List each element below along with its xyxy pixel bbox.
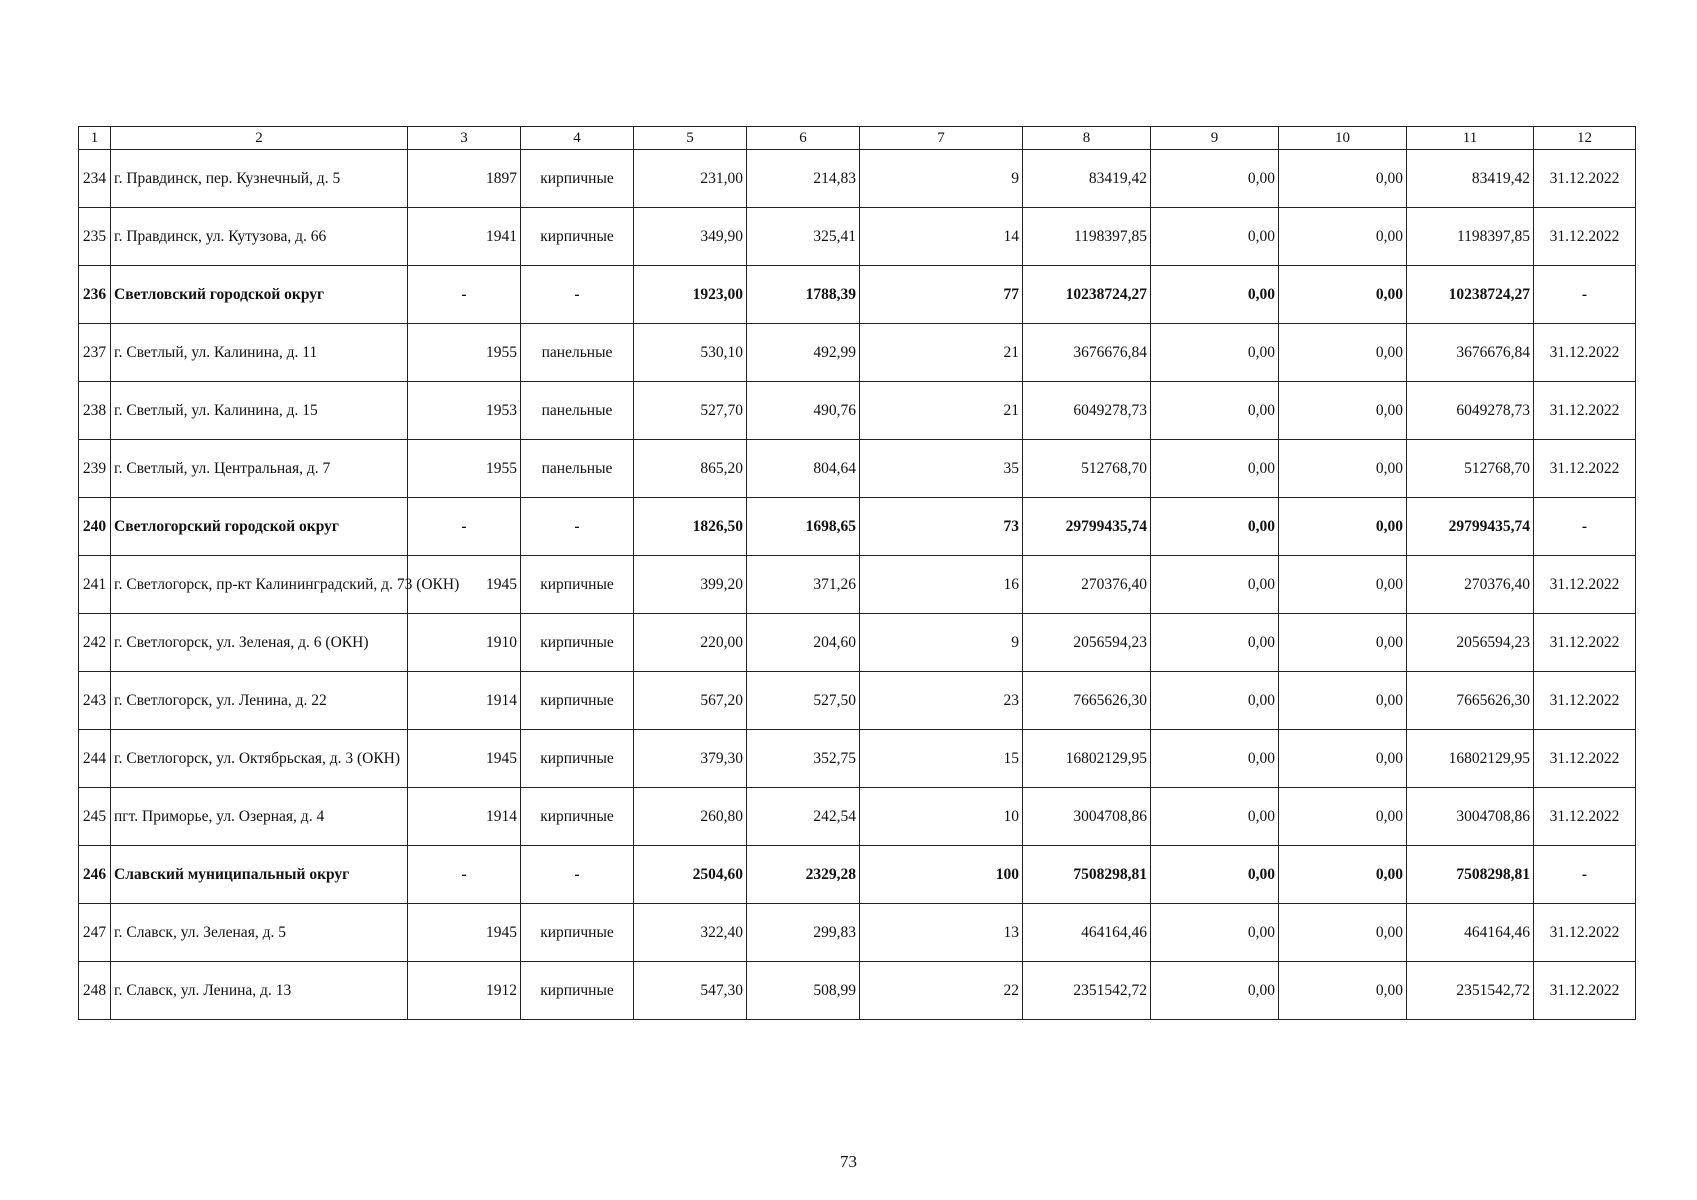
col11-cell: 512768,70 xyxy=(1407,440,1534,498)
col10-cell: 0,00 xyxy=(1279,788,1407,846)
date-cell: - xyxy=(1534,846,1636,904)
year-cell: 1941 xyxy=(408,208,521,266)
year-cell: 1945 xyxy=(408,904,521,962)
col9-cell: 0,00 xyxy=(1151,150,1279,208)
col6-cell: 325,41 xyxy=(747,208,860,266)
row-number: 248 xyxy=(79,962,111,1020)
wall-material-cell: кирпичные xyxy=(521,150,634,208)
row-number: 241 xyxy=(79,556,111,614)
col8-cell: 29799435,74 xyxy=(1023,498,1151,556)
col7-cell: 13 xyxy=(860,904,1023,962)
col9-cell: 0,00 xyxy=(1151,788,1279,846)
col11-cell: 464164,46 xyxy=(1407,904,1534,962)
address-cell: г. Правдинск, ул. Кутузова, д. 66 xyxy=(111,208,408,266)
date-cell: - xyxy=(1534,266,1636,324)
row-number: 236 xyxy=(79,266,111,324)
year-cell: 1897 xyxy=(408,150,521,208)
wall-material-cell: панельные xyxy=(521,440,634,498)
col9-cell: 0,00 xyxy=(1151,556,1279,614)
col6-cell: 1698,65 xyxy=(747,498,860,556)
col7-cell: 77 xyxy=(860,266,1023,324)
wall-material-cell: кирпичные xyxy=(521,730,634,788)
column-header-10: 10 xyxy=(1279,127,1407,150)
col7-cell: 100 xyxy=(860,846,1023,904)
subtotal-row xyxy=(79,498,1636,556)
table-row xyxy=(79,788,1636,846)
col7-cell: 16 xyxy=(860,556,1023,614)
col11-cell: 6049278,73 xyxy=(1407,382,1534,440)
address-cell: г. Славск, ул. Ленина, д. 13 xyxy=(111,962,408,1020)
year-cell: - xyxy=(408,846,521,904)
col10-cell: 0,00 xyxy=(1279,730,1407,788)
col7-cell: 21 xyxy=(860,324,1023,382)
col6-cell: 2329,28 xyxy=(747,846,860,904)
col5-cell: 527,70 xyxy=(634,382,747,440)
wall-material-cell: - xyxy=(521,266,634,324)
table-row xyxy=(79,904,1636,962)
row-number: 240 xyxy=(79,498,111,556)
address-cell: г. Светлый, ул. Калинина, д. 11 xyxy=(111,324,408,382)
col9-cell: 0,00 xyxy=(1151,208,1279,266)
table-row xyxy=(79,150,1636,208)
row-number: 246 xyxy=(79,846,111,904)
year-cell: 1945 xyxy=(408,730,521,788)
col9-cell: 0,00 xyxy=(1151,614,1279,672)
address-cell: пгт. Приморье, ул. Озерная, д. 4 xyxy=(111,788,408,846)
col9-cell: 0,00 xyxy=(1151,846,1279,904)
col5-cell: 322,40 xyxy=(634,904,747,962)
col6-cell: 352,75 xyxy=(747,730,860,788)
year-cell: 1955 xyxy=(408,440,521,498)
col6-cell: 299,83 xyxy=(747,904,860,962)
col5-cell: 349,90 xyxy=(634,208,747,266)
col11-cell: 3676676,84 xyxy=(1407,324,1534,382)
col5-cell: 260,80 xyxy=(634,788,747,846)
date-cell: 31.12.2022 xyxy=(1534,150,1636,208)
date-cell: 31.12.2022 xyxy=(1534,440,1636,498)
year-cell: 1953 xyxy=(408,382,521,440)
col5-cell: 530,10 xyxy=(634,324,747,382)
col5-cell: 220,00 xyxy=(634,614,747,672)
wall-material-cell: кирпичные xyxy=(521,672,634,730)
col8-cell: 464164,46 xyxy=(1023,904,1151,962)
row-number: 247 xyxy=(79,904,111,962)
date-cell: 31.12.2022 xyxy=(1534,556,1636,614)
wall-material-cell: кирпичные xyxy=(521,208,634,266)
col8-cell: 512768,70 xyxy=(1023,440,1151,498)
col8-cell: 1198397,85 xyxy=(1023,208,1151,266)
col5-cell: 399,20 xyxy=(634,556,747,614)
col6-cell: 242,54 xyxy=(747,788,860,846)
col10-cell: 0,00 xyxy=(1279,208,1407,266)
wall-material-cell: панельные xyxy=(521,324,634,382)
col11-cell: 83419,42 xyxy=(1407,150,1534,208)
col6-cell: 490,76 xyxy=(747,382,860,440)
address-cell: г. Светлогорск, ул. Ленина, д. 22 xyxy=(111,672,408,730)
col11-cell: 2351542,72 xyxy=(1407,962,1534,1020)
year-cell: 1914 xyxy=(408,672,521,730)
row-number: 235 xyxy=(79,208,111,266)
col6-cell: 492,99 xyxy=(747,324,860,382)
col8-cell: 7508298,81 xyxy=(1023,846,1151,904)
col10-cell: 0,00 xyxy=(1279,556,1407,614)
col10-cell: 0,00 xyxy=(1279,614,1407,672)
col9-cell: 0,00 xyxy=(1151,730,1279,788)
col5-cell: 567,20 xyxy=(634,672,747,730)
column-header-7: 7 xyxy=(860,127,1023,150)
address-cell: г. Светлый, ул. Калинина, д. 15 xyxy=(111,382,408,440)
col6-cell: 214,83 xyxy=(747,150,860,208)
row-number: 244 xyxy=(79,730,111,788)
wall-material-cell: кирпичные xyxy=(521,962,634,1020)
col8-cell: 270376,40 xyxy=(1023,556,1151,614)
col9-cell: 0,00 xyxy=(1151,672,1279,730)
column-header-12: 12 xyxy=(1534,127,1636,150)
col10-cell: 0,00 xyxy=(1279,498,1407,556)
col10-cell: 0,00 xyxy=(1279,266,1407,324)
col11-cell: 16802129,95 xyxy=(1407,730,1534,788)
address-cell: Светловский городской округ xyxy=(111,266,408,324)
date-cell: 31.12.2022 xyxy=(1534,904,1636,962)
col8-cell: 3676676,84 xyxy=(1023,324,1151,382)
col7-cell: 23 xyxy=(860,672,1023,730)
wall-material-cell: кирпичные xyxy=(521,788,634,846)
col7-cell: 14 xyxy=(860,208,1023,266)
col10-cell: 0,00 xyxy=(1279,324,1407,382)
table-row xyxy=(79,324,1636,382)
col10-cell: 0,00 xyxy=(1279,150,1407,208)
row-number: 238 xyxy=(79,382,111,440)
col9-cell: 0,00 xyxy=(1151,382,1279,440)
col7-cell: 9 xyxy=(860,150,1023,208)
address-cell: Славский муниципальный округ xyxy=(111,846,408,904)
date-cell: 31.12.2022 xyxy=(1534,324,1636,382)
col6-cell: 371,26 xyxy=(747,556,860,614)
col5-cell: 547,30 xyxy=(634,962,747,1020)
row-number: 237 xyxy=(79,324,111,382)
row-number: 239 xyxy=(79,440,111,498)
column-header-11: 11 xyxy=(1407,127,1534,150)
year-cell: 1914 xyxy=(408,788,521,846)
col5-cell: 1826,50 xyxy=(634,498,747,556)
col8-cell: 7665626,30 xyxy=(1023,672,1151,730)
date-cell: - xyxy=(1534,498,1636,556)
year-cell: - xyxy=(408,266,521,324)
col9-cell: 0,00 xyxy=(1151,266,1279,324)
col8-cell: 6049278,73 xyxy=(1023,382,1151,440)
col8-cell: 2056594,23 xyxy=(1023,614,1151,672)
col11-cell: 10238724,27 xyxy=(1407,266,1534,324)
housing-register-table xyxy=(78,126,1636,1020)
year-cell: 1955 xyxy=(408,324,521,382)
col10-cell: 0,00 xyxy=(1279,904,1407,962)
year-cell: 1910 xyxy=(408,614,521,672)
col6-cell: 527,50 xyxy=(747,672,860,730)
row-number: 245 xyxy=(79,788,111,846)
col9-cell: 0,00 xyxy=(1151,904,1279,962)
column-header-9: 9 xyxy=(1151,127,1279,150)
col8-cell: 10238724,27 xyxy=(1023,266,1151,324)
col6-cell: 508,99 xyxy=(747,962,860,1020)
wall-material-cell: кирпичные xyxy=(521,614,634,672)
table-row xyxy=(79,208,1636,266)
subtotal-row xyxy=(79,266,1636,324)
wall-material-cell: - xyxy=(521,498,634,556)
col8-cell: 2351542,72 xyxy=(1023,962,1151,1020)
col10-cell: 0,00 xyxy=(1279,846,1407,904)
col5-cell: 231,00 xyxy=(634,150,747,208)
address-cell: Светлогорский городской округ xyxy=(111,498,408,556)
col5-cell: 2504,60 xyxy=(634,846,747,904)
col11-cell: 270376,40 xyxy=(1407,556,1534,614)
col8-cell: 3004708,86 xyxy=(1023,788,1151,846)
col8-cell: 83419,42 xyxy=(1023,150,1151,208)
col11-cell: 7665626,30 xyxy=(1407,672,1534,730)
column-header-8: 8 xyxy=(1023,127,1151,150)
address-cell: г. Славск, ул. Зеленая, д. 5 xyxy=(111,904,408,962)
year-cell: 1945 xyxy=(408,556,521,614)
wall-material-cell: - xyxy=(521,846,634,904)
date-cell: 31.12.2022 xyxy=(1534,614,1636,672)
subtotal-row xyxy=(79,846,1636,904)
col10-cell: 0,00 xyxy=(1279,672,1407,730)
col5-cell: 1923,00 xyxy=(634,266,747,324)
col9-cell: 0,00 xyxy=(1151,962,1279,1020)
col6-cell: 204,60 xyxy=(747,614,860,672)
table-row xyxy=(79,962,1636,1020)
col10-cell: 0,00 xyxy=(1279,382,1407,440)
col6-cell: 804,64 xyxy=(747,440,860,498)
col11-cell: 2056594,23 xyxy=(1407,614,1534,672)
table-body xyxy=(79,150,1636,1020)
col10-cell: 0,00 xyxy=(1279,440,1407,498)
column-header-2: 2 xyxy=(111,127,408,150)
column-number-row xyxy=(79,127,1636,150)
col7-cell: 15 xyxy=(860,730,1023,788)
year-cell: - xyxy=(408,498,521,556)
column-header-5: 5 xyxy=(634,127,747,150)
date-cell: 31.12.2022 xyxy=(1534,382,1636,440)
page-number: 73 xyxy=(840,1152,857,1171)
col6-cell: 1788,39 xyxy=(747,266,860,324)
table-row xyxy=(79,382,1636,440)
address-cell: г. Светлый, ул. Центральная, д. 7 xyxy=(111,440,408,498)
col9-cell: 0,00 xyxy=(1151,324,1279,382)
col7-cell: 35 xyxy=(860,440,1023,498)
col10-cell: 0,00 xyxy=(1279,962,1407,1020)
date-cell: 31.12.2022 xyxy=(1534,672,1636,730)
row-number: 234 xyxy=(79,150,111,208)
row-number: 242 xyxy=(79,614,111,672)
col7-cell: 10 xyxy=(860,788,1023,846)
table-row xyxy=(79,730,1636,788)
wall-material-cell: кирпичные xyxy=(521,904,634,962)
address-cell: г. Светлогорск, пр-кт Калининградский, д. 73 (ОКН) xyxy=(111,556,408,614)
address-cell: г. Светлогорск, ул. Зеленая, д. 6 (ОКН) xyxy=(111,614,408,672)
table-row xyxy=(79,672,1636,730)
wall-material-cell: кирпичные xyxy=(521,556,634,614)
table-row xyxy=(79,440,1636,498)
table-row xyxy=(79,614,1636,672)
col7-cell: 21 xyxy=(860,382,1023,440)
col5-cell: 379,30 xyxy=(634,730,747,788)
date-cell: 31.12.2022 xyxy=(1534,208,1636,266)
col11-cell: 7508298,81 xyxy=(1407,846,1534,904)
col9-cell: 0,00 xyxy=(1151,440,1279,498)
col11-cell: 3004708,86 xyxy=(1407,788,1534,846)
column-header-4: 4 xyxy=(521,127,634,150)
year-cell: 1912 xyxy=(408,962,521,1020)
col11-cell: 29799435,74 xyxy=(1407,498,1534,556)
column-header-6: 6 xyxy=(747,127,860,150)
col7-cell: 22 xyxy=(860,962,1023,1020)
col5-cell: 865,20 xyxy=(634,440,747,498)
col7-cell: 73 xyxy=(860,498,1023,556)
col7-cell: 9 xyxy=(860,614,1023,672)
row-number: 243 xyxy=(79,672,111,730)
date-cell: 31.12.2022 xyxy=(1534,730,1636,788)
col9-cell: 0,00 xyxy=(1151,498,1279,556)
column-header-1: 1 xyxy=(79,127,111,150)
date-cell: 31.12.2022 xyxy=(1534,788,1636,846)
column-header-3: 3 xyxy=(408,127,521,150)
table-row xyxy=(79,556,1636,614)
wall-material-cell: панельные xyxy=(521,382,634,440)
col8-cell: 16802129,95 xyxy=(1023,730,1151,788)
address-cell: г. Правдинск, пер. Кузнечный, д. 5 xyxy=(111,150,408,208)
address-cell: г. Светлогорск, ул. Октябрьская, д. 3 (ОКН) xyxy=(111,730,408,788)
date-cell: 31.12.2022 xyxy=(1534,962,1636,1020)
col11-cell: 1198397,85 xyxy=(1407,208,1534,266)
